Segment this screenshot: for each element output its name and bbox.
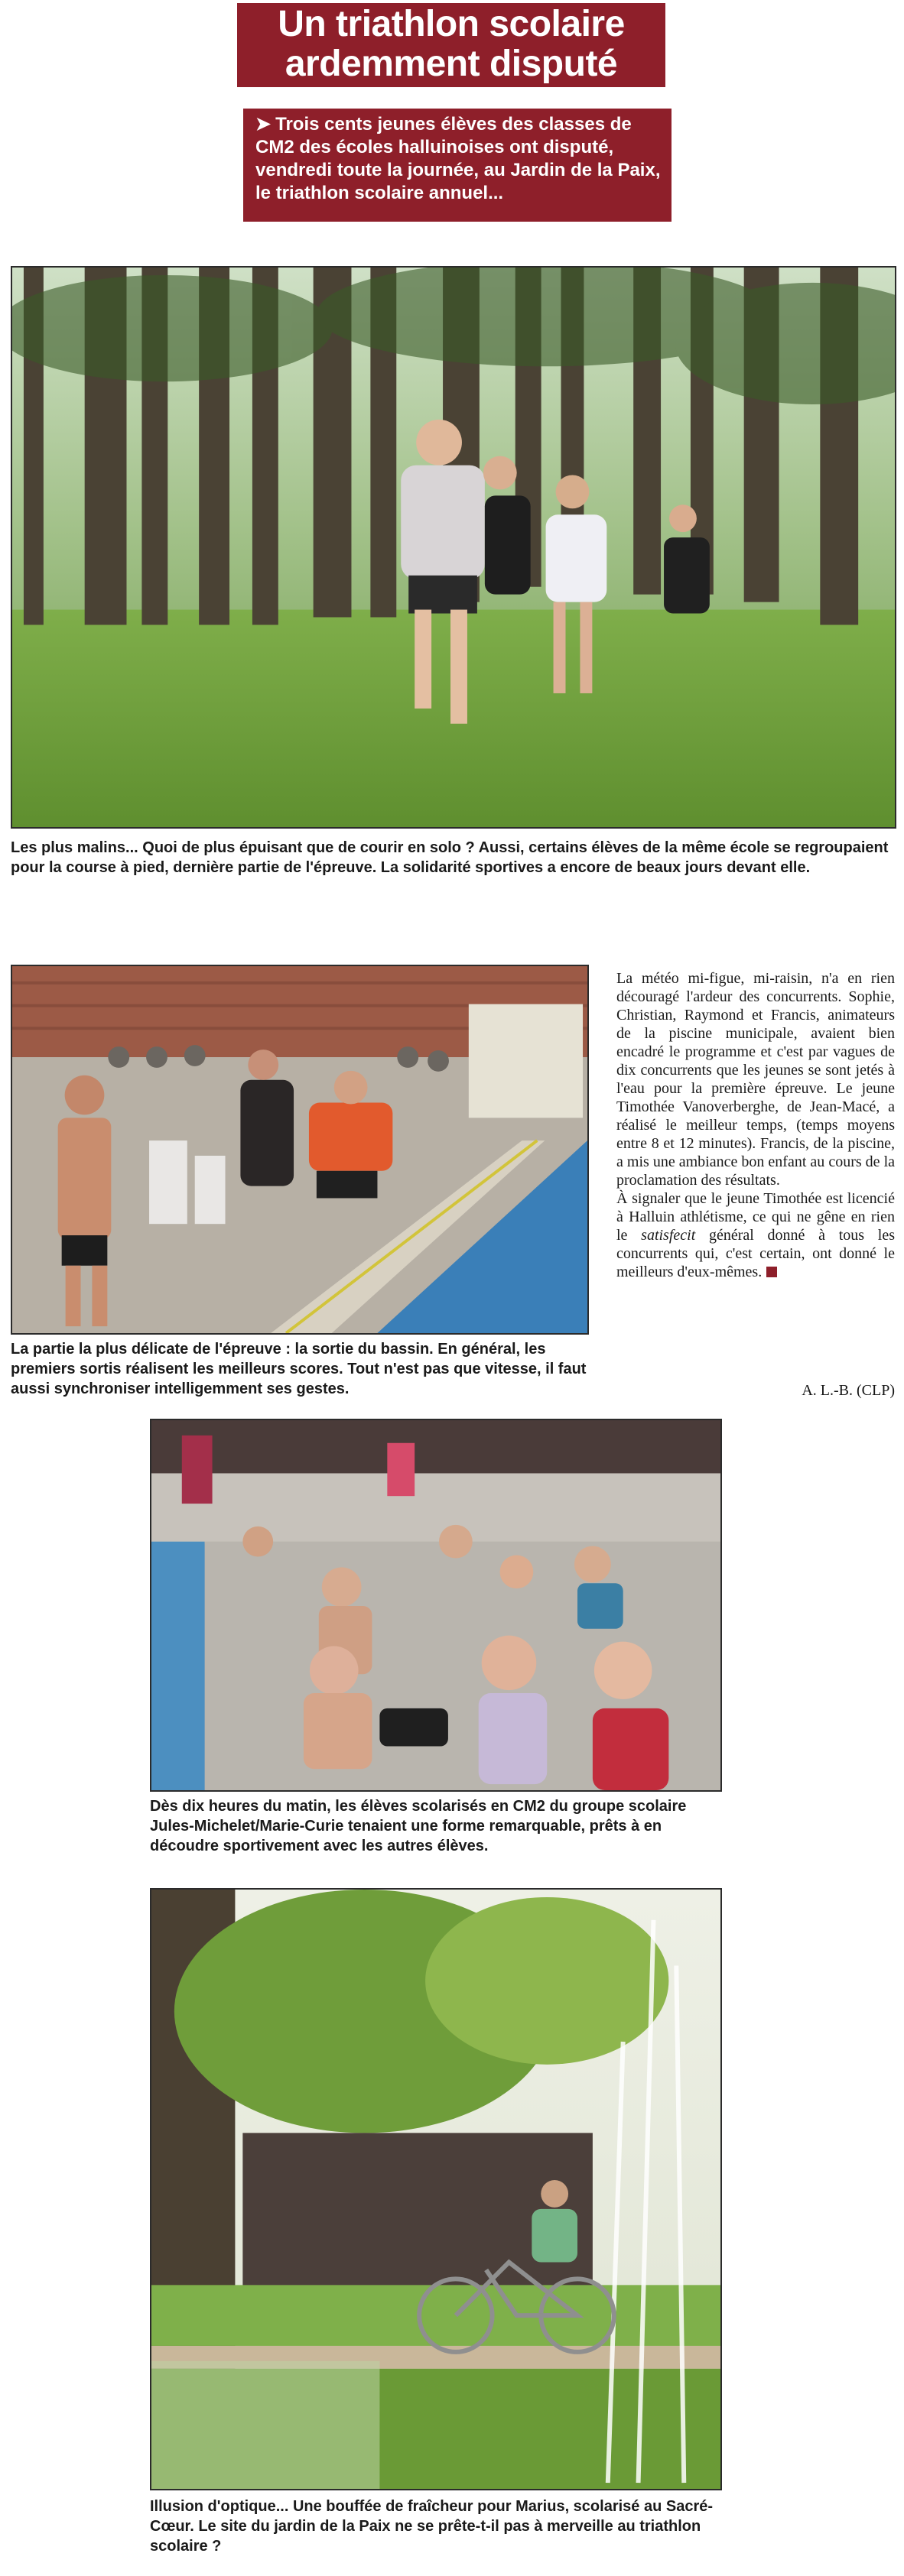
article-paragraph-2-start: À signaler que le jeune Timothée est licencié à Halluin athlétisme, ce qui ne gêne en rien le: [616, 1190, 895, 1244]
headline-line-1: Un triathlon scolaire: [278, 4, 625, 44]
article-paragraph-1: La météo mi-figue, mi-raisin, n'a en rien découragé l'ardeur des concurrents. Sophie, Christian, Raymond et Francis, animateurs de la piscine municipale, avaient bien encadré le programme et c'est par vagues de dix concurrents que les jeunes se sont jetés à l'eau pour la première épreuve. Le jeune Timothée Vanoverberghe, de Jean-Macé, a réalisé le meilleur temps, (temps moyens entre 8 et 12 minutes). Francis, de la piscine, a mis une ambiance bon enfant au cours de la proclamation des résultats.: [616, 970, 895, 1189]
article-paragraph-2: [616, 1189, 895, 1281]
intro-box: [243, 109, 671, 222]
running-kids-image: [12, 268, 895, 827]
photo-pool-exit: [11, 965, 589, 1335]
article-paragraph-2-end: général donné à tous les concurrents qui, c'est certain, ont donné le meilleurs d'eux-mêmes.: [616, 1227, 895, 1280]
photo1-caption-body: Quoi de plus épuisant que de courir en solo ? Aussi, certains élèves de la même école se regroupaient pour la course à pied, dernière partie de l'épreuve. La solidarité sportives a encore de beaux jours devant elle.: [11, 839, 889, 876]
intro-text: Trois cents jeunes élèves des classes de CM2 des écoles halluinoises ont disputé, vendredi toute la journée, au Jardin de la Paix, le triathlon scolaire annuel...: [255, 114, 661, 203]
photo3-caption: Dès dix heures du matin, les élèves scolarisés en CM2 du groupe scolaire Jules-Michelet/Marie-Curie tenaient une forme remarquable, prêts à en découdre sportivement avec les autres élèves.: [150, 1798, 687, 1854]
photo4-caption: Illusion d'optique... Une bouffée de fraîcheur pour Marius, scolarisé au Sacré-Cœur. Le site du jardin de la Paix ne se prête-t-il pas à merveille au triathlon scolaire ?: [150, 2498, 714, 2555]
headline: [237, 3, 665, 87]
photo-kids-pool-edge: [150, 1419, 722, 1792]
headline-line-2: ardemment disputé: [285, 44, 618, 84]
fountain-bike-image: [151, 1890, 720, 2489]
kids-pool-edge-image: [151, 1420, 720, 1790]
arrow-icon: ➤: [255, 114, 272, 135]
article-body: [616, 969, 895, 1281]
photo-running-kids: [11, 266, 896, 829]
article-paragraph-2-italic: satisfecit: [641, 1227, 696, 1244]
photo1-caption: [11, 838, 895, 878]
photo2-caption: La partie la plus délicate de l'épreuve : la sortie du bassin. En général, les premiers sortis réalisent les meilleurs scores. Tout n'est pas que vitesse, il faut aussi synchroniser intelligemment ses gestes.: [11, 1341, 587, 1397]
photo-fountain-bike: [150, 1888, 722, 2490]
photo1-caption-lead: Les plus malins...: [11, 839, 138, 856]
pool-exit-image: [12, 966, 587, 1333]
end-mark-icon: [766, 1267, 777, 1277]
article-signature: A. L.-B. (CLP): [802, 1382, 895, 1399]
